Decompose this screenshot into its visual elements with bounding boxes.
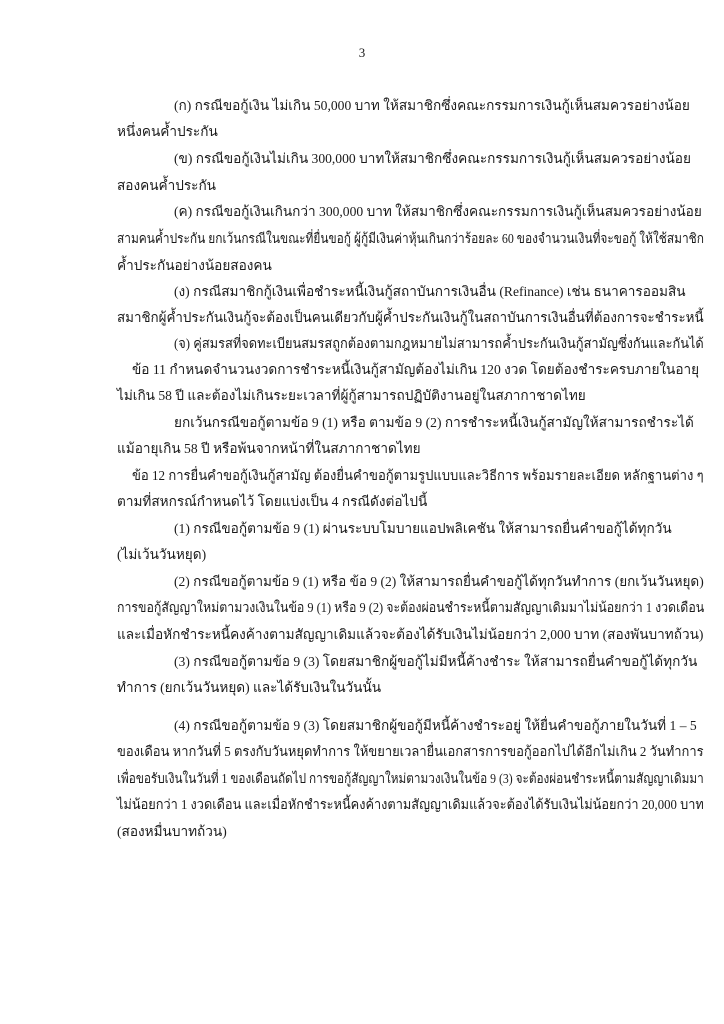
text-line: เพื่อขอรับเงินในวันที่ 1 ของเดือนถัดไป การขอกู้สัญญาใหม่ตามวงเงินในข้อ 9 (3) จะต้องผ่อนชำระหนี้ตามสัญญาเดิมมา	[117, 771, 704, 786]
text-line: (จ) คู่สมรสที่จดทะเบียนสมรสถูกต้องตามกฎหมายไม่สามารถค้ำประกันเงินกู้สามัญซึ่งกันและกันได้	[174, 336, 704, 351]
text-line: สองคนค้ำประกัน	[117, 178, 216, 193]
text-line: (1) กรณีขอกู้ตามข้อ 9 (1) ผ่านระบบโมบายแอปพลิเคชัน ให้สามารถยื่นคำขอกู้ได้ทุกวัน	[174, 521, 672, 536]
text-line: ของเดือน หากวันที่ 5 ตรงกับวันหยุดทำการ ให้ขยายเวลายื่นเอกสารการขอกู้ออกไปได้อีกไม่เกิน 2 วันทำการ	[117, 744, 704, 759]
text-line: สมาชิกผู้ค้ำประกันเงินกู้จะต้องเป็นคนเดียวกับผู้ค้ำประกันเงินกู้ในสถาบันการเงินอื่นที่ต้องการจะชำระหนี้	[117, 310, 704, 325]
text-line: (ค) กรณีขอกู้เงินเกินกว่า 300,000 บาท ให้สมาชิกซึ่งคณะกรรมการเงินกู้เห็นสมควรอย่างน้อย	[174, 204, 702, 219]
text-line: การขอกู้สัญญาใหม่ตามวงเงินในข้อ 9 (1) หรือ 9 (2) จะต้องผ่อนชำระหนี้ตามสัญญาเดิมมาไม่น้อยกว่า 1 งวดเดือน	[117, 600, 705, 615]
text-line: (4) กรณีขอกู้ตามข้อ 9 (3) โดยสมาชิกผู้ขอกู้มีหนี้ค้างชำระอยู่ ให้ยื่นคำขอกู้ภายในวันที่ 1 – 5	[174, 718, 697, 733]
text-line: แม้อายุเกิน 58 ปี หรือพ้นจากหน้าที่ในสภากาชาดไทย	[117, 441, 421, 456]
text-line: ค้ำประกันอย่างน้อยสองคน	[117, 258, 272, 273]
text-line: หนึ่งคนค้ำประกัน	[117, 124, 218, 139]
text-line: ตามที่สหกรณ์กำหนดไว้ โดยแบ่งเป็น 4 กรณีดังต่อไปนี้	[117, 494, 428, 509]
text-line: (ง) กรณีสมาชิกกู้เงินเพื่อชำระหนี้เงินกู้สถาบันการเงินอื่น (Refinance) เช่น ธนาคารออมสิน	[174, 284, 686, 299]
text-line: (3) กรณีขอกู้ตามข้อ 9 (3) โดยสมาชิกผู้ขอกู้ไม่มีหนี้ค้างชำระ ให้สามารถยื่นคำขอกู้ได้ทุกวัน	[174, 654, 698, 669]
text-line: (ข) กรณีขอกู้เงินไม่เกิน 300,000 บาทให้สมาชิกซึ่งคณะกรรมการเงินกู้เห็นสมควรอย่างน้อย	[174, 151, 691, 166]
text-line: (ก) กรณีขอกู้เงิน ไม่เกิน 50,000 บาท ให้สมาชิกซึ่งคณะกรรมการเงินกู้เห็นสมควรอย่างน้อย	[174, 98, 690, 113]
page-number: 3	[358, 45, 366, 60]
text-line: ยกเว้นกรณีขอกู้ตามข้อ 9 (1) หรือ ตามข้อ 9 (2) การชำระหนี้เงินกู้สามัญให้สามารถชำระได้	[174, 415, 694, 430]
text-line: และเมื่อหักชำระหนี้คงค้างตามสัญญาเดิมแล้วจะต้องได้รับเงินไม่น้อยกว่า 2,000 บาท (สองพันบาทถ้วน)	[117, 627, 704, 642]
text-line: ข้อ 11 กำหนดจำนวนงวดการชำระหนี้เงินกู้สามัญต้องไม่เกิน 120 งวด โดยต้องชำระครบภายในอายุ	[132, 362, 700, 377]
text-line: ทำการ (ยกเว้นวันหยุด) และได้รับเงินในวันนั้น	[117, 680, 382, 695]
text-line: (สองหมื่นบาทถ้วน)	[117, 824, 227, 839]
text-line: ข้อ 12 การยื่นคำขอกู้เงินกู้สามัญ ต้องยื่นคำขอกู้ตามรูปแบบและวิธีการ พร้อมรายละเอียด หลักฐานต่าง ๆ	[132, 468, 704, 483]
text-line: (ไม่เว้นวันหยุด)	[117, 547, 207, 562]
text-line: ไม่เกิน 58 ปี และต้องไม่เกินระยะเวลาที่ผู้กู้สามารถปฏิบัติงานอยู่ในสภากาชาดไทย	[117, 388, 586, 403]
text-line: (2) กรณีขอกู้ตามข้อ 9 (1) หรือ ข้อ 9 (2) ให้สามารถยื่นคำขอกู้ได้ทุกวันทำการ (ยกเว้นวันหยุด)	[174, 574, 704, 589]
text-line: ไม่น้อยกว่า 1 งวดเดือน และเมื่อหักชำระหนี้คงค้างตามสัญญาเดิมแล้วจะต้องได้รับเงินไม่น้อยกว่า 20,000 บาท	[117, 797, 704, 812]
text-line: สามคนค้ำประกัน ยกเว้นกรณีในขณะที่ยื่นขอกู้ ผู้กู้มีเงินค่าหุ้นเกินกว่าร้อยละ 60 ของจำนวนเงินที่จะขอกู้ ให้ใช้สมาชิก	[117, 231, 704, 246]
